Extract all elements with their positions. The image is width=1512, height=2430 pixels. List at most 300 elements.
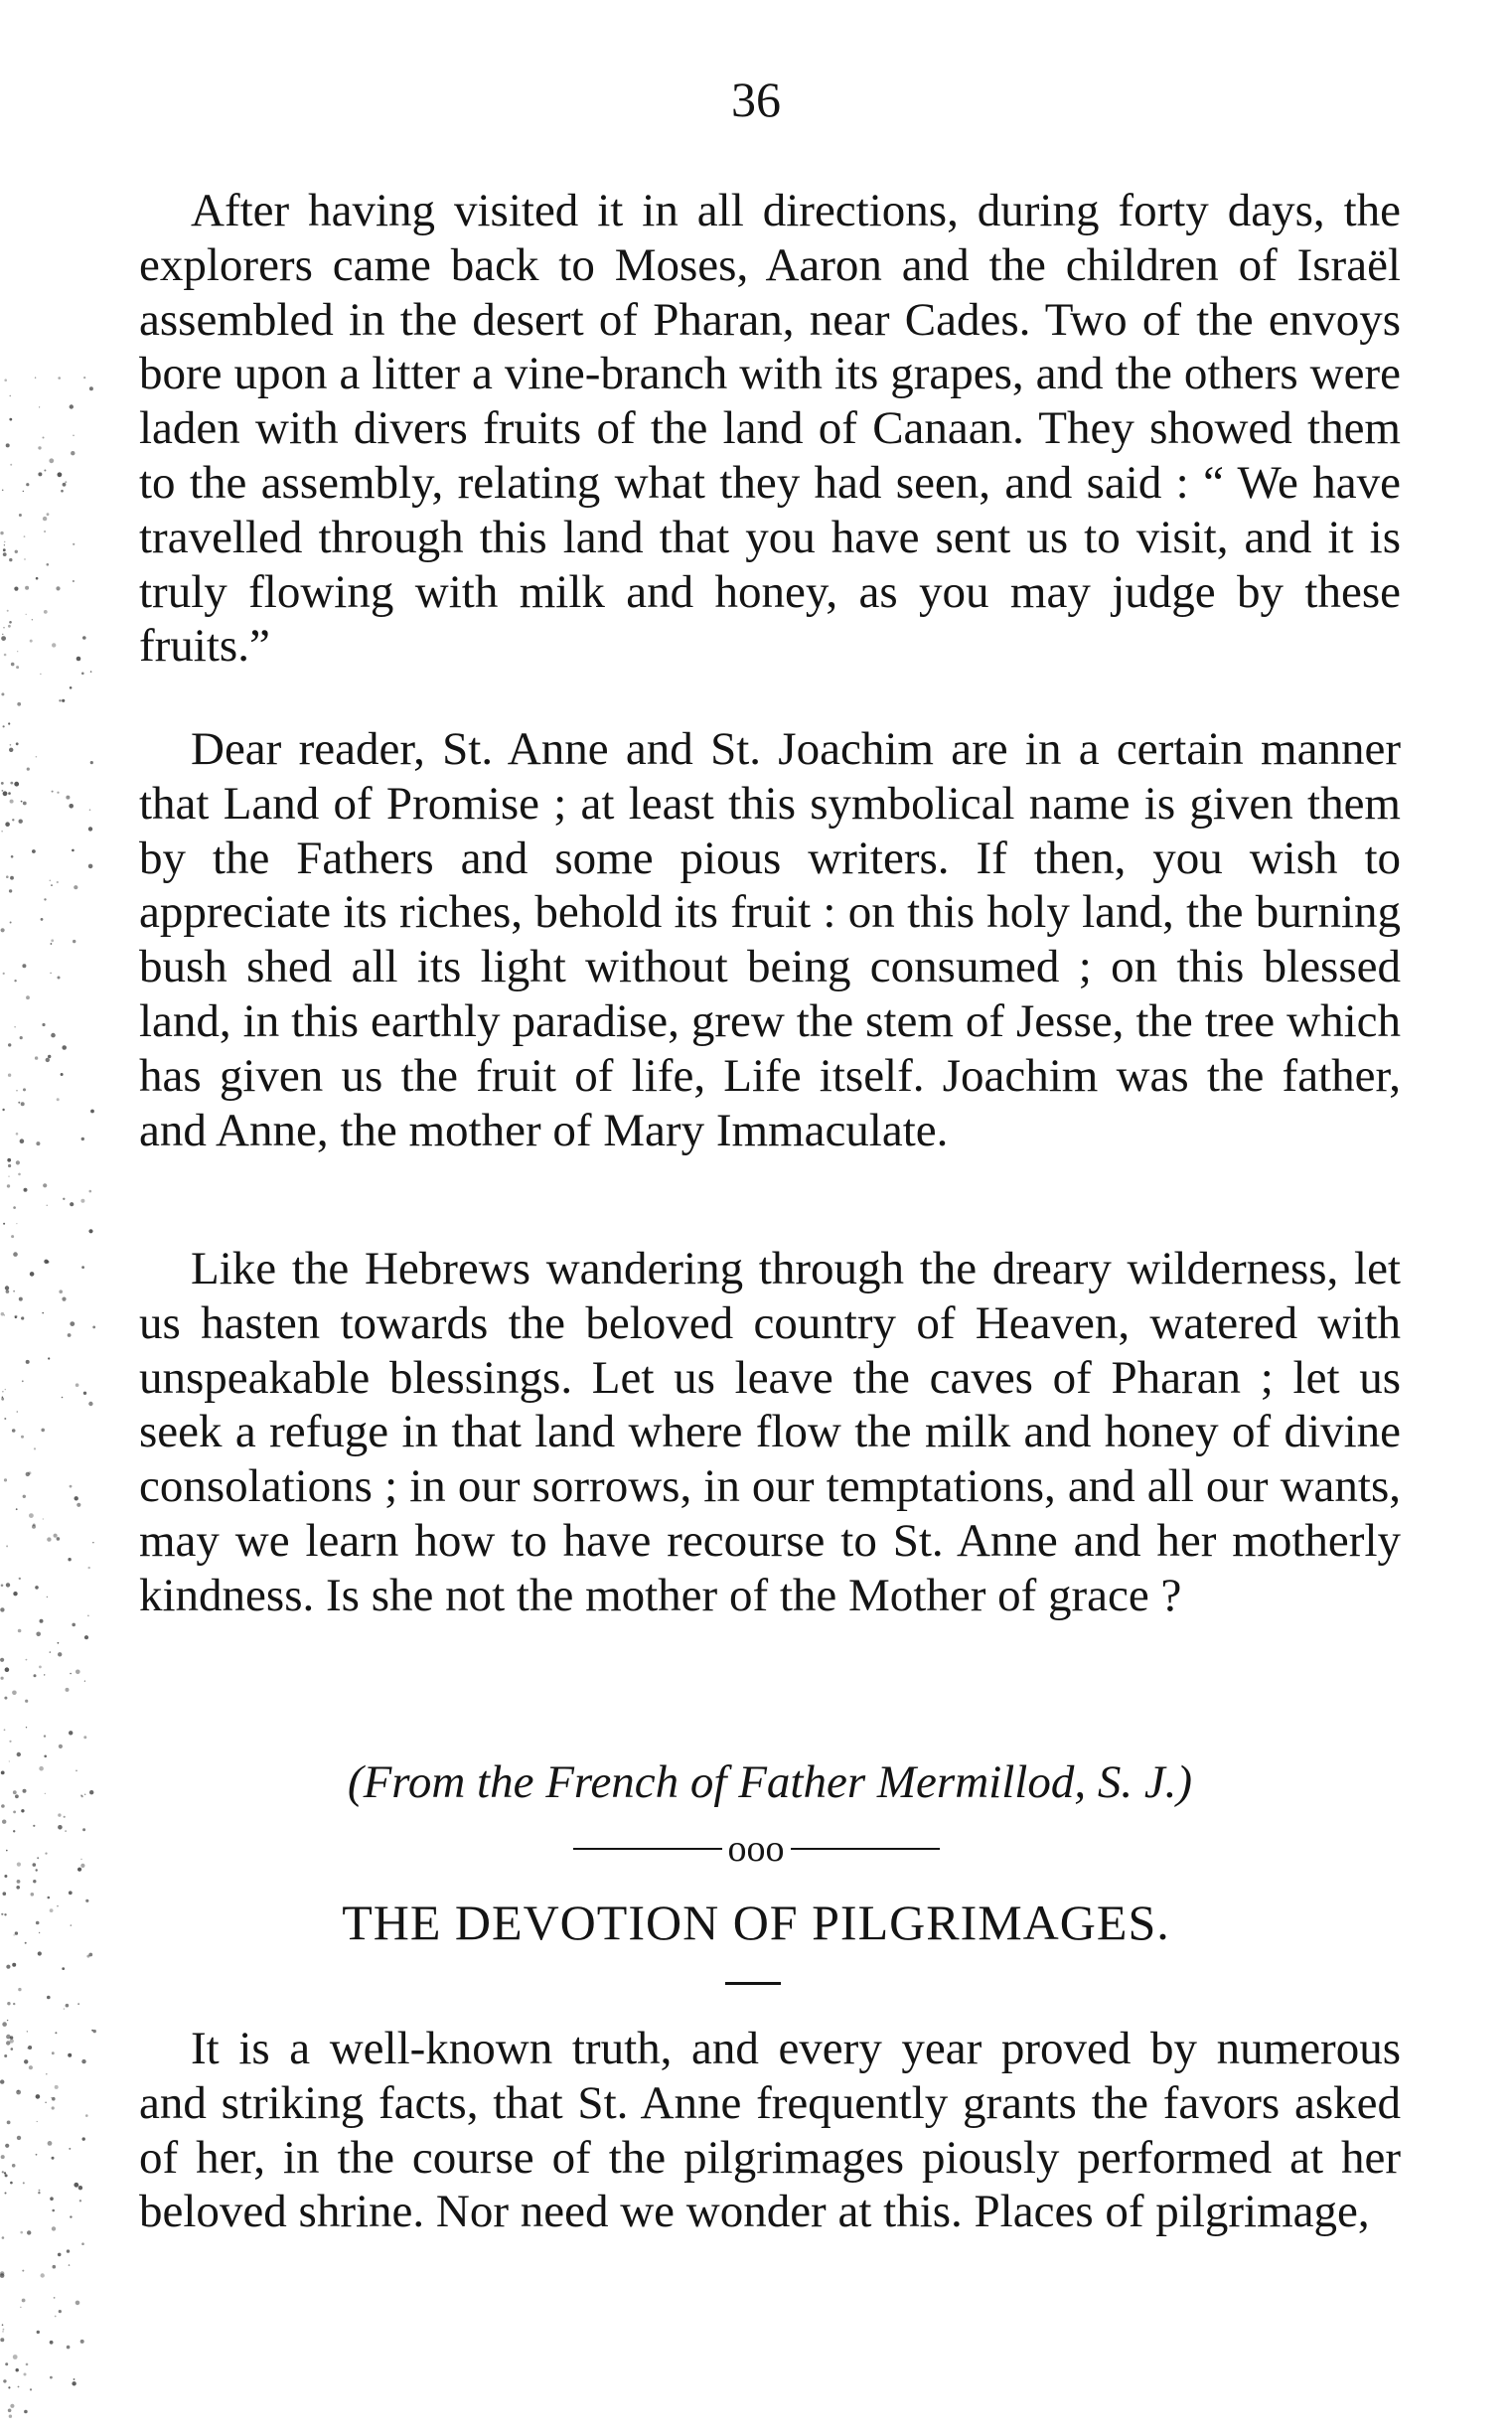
speckle bbox=[21, 801, 23, 803]
speckle bbox=[11, 2048, 14, 2050]
speckle bbox=[50, 2376, 53, 2379]
speckle bbox=[93, 2030, 96, 2033]
speckle bbox=[83, 1392, 86, 1395]
speckle bbox=[73, 543, 75, 545]
speckle bbox=[43, 1183, 47, 1187]
speckle bbox=[4, 2054, 7, 2057]
speckle bbox=[55, 2032, 57, 2034]
speckle bbox=[29, 1513, 34, 1518]
speckle bbox=[90, 1110, 94, 1114]
speckle bbox=[36, 2094, 41, 2099]
speckle bbox=[76, 657, 81, 662]
speckle bbox=[90, 671, 92, 673]
speckle bbox=[72, 1623, 76, 1627]
speckle bbox=[62, 1045, 67, 1050]
speckle bbox=[23, 491, 24, 492]
speckle bbox=[56, 586, 60, 590]
separator-ornament: ooo bbox=[727, 1828, 785, 1870]
speckle bbox=[9, 1760, 10, 1761]
speckle bbox=[15, 550, 18, 553]
speckle bbox=[41, 1429, 45, 1433]
speckle bbox=[10, 782, 13, 785]
speckle bbox=[76, 1770, 77, 1772]
speckle bbox=[30, 640, 33, 643]
speckle bbox=[27, 2230, 31, 2234]
speckle bbox=[44, 610, 48, 614]
speckle bbox=[29, 2065, 33, 2069]
speckle bbox=[52, 791, 54, 793]
speckle bbox=[0, 1607, 4, 1611]
heading-dash-rule bbox=[725, 1982, 781, 1985]
speckle bbox=[3, 791, 8, 796]
speckle bbox=[43, 1518, 44, 1519]
speckle bbox=[39, 1766, 44, 1771]
speckle bbox=[26, 483, 29, 486]
speckle bbox=[52, 2106, 55, 2109]
attribution: (From the French of Father Mermillod, S. J.) bbox=[347, 1756, 1193, 1808]
speckle bbox=[58, 1652, 62, 1656]
speckle bbox=[22, 2270, 24, 2272]
speckle bbox=[62, 1297, 66, 1301]
speckle bbox=[23, 1495, 26, 1498]
speckle bbox=[26, 1727, 27, 1728]
speckle bbox=[19, 514, 22, 517]
speckle bbox=[8, 1074, 11, 1077]
speckle bbox=[89, 809, 91, 811]
speckle bbox=[70, 404, 74, 408]
speckle bbox=[2, 2331, 3, 2332]
speckle bbox=[15, 1794, 19, 1798]
speckle bbox=[67, 2249, 70, 2252]
speckle bbox=[21, 1316, 24, 1319]
speckle bbox=[38, 446, 41, 449]
speckle bbox=[44, 1260, 48, 1264]
speckle bbox=[70, 686, 73, 689]
speckle bbox=[47, 1596, 48, 1597]
speckle bbox=[1, 636, 6, 641]
speckle bbox=[62, 1967, 65, 1970]
speckle bbox=[5, 822, 10, 827]
speckle bbox=[28, 1471, 31, 1474]
speckle bbox=[4, 1418, 6, 1420]
speckle bbox=[8, 792, 11, 795]
speckle bbox=[52, 2209, 55, 2212]
speckle bbox=[50, 973, 51, 974]
speckle bbox=[3, 552, 7, 556]
speckle bbox=[3, 2329, 5, 2331]
speckle bbox=[8, 1176, 9, 1177]
speckle bbox=[16, 666, 19, 669]
speckle bbox=[14, 980, 16, 982]
speckle bbox=[12, 1963, 16, 1967]
speckle bbox=[15, 1315, 18, 1318]
speckle bbox=[1, 831, 2, 832]
speckle bbox=[18, 1988, 21, 1991]
speckle bbox=[64, 2008, 65, 2009]
speckle bbox=[10, 800, 14, 804]
speckle bbox=[39, 1666, 42, 1669]
speckle bbox=[36, 577, 39, 580]
speckle bbox=[58, 377, 61, 380]
speckle bbox=[12, 819, 14, 821]
paragraph-text: Like the Hebrews wandering through the dreary wilderness, let us hasten towards the beloved country of Heaven, watered with unspeakable blessings. Let us leave the caves of Pharan ; let us seek a refuge in that land where flow the milk and honey of divine consolations ; in our sorrows, in our temptations, and all our wants, may we learn how to have recourse to St. Anne and her motherly kindness. Is she not the mother of the Mother of grace ? bbox=[139, 1243, 1401, 1621]
speckle bbox=[47, 513, 50, 516]
paragraph-text: After having visited it in all directions, during forty days, the explorers came back to Moses, Aaron and the children of Israël assembled in the desert of Pharan, near Cades. Two of the envoys bore upon a litter a vine-branch with its grapes, and the others were laden with divers fruits of the land of Canaan. They showed them to the assembly, relating what they had seen, and said : “ We have travelled through this land that you have sent us to visit, and it is truly flowing with milk and honey, as you may judge by these fruits.” bbox=[139, 185, 1401, 673]
speckle bbox=[16, 1090, 17, 1091]
speckle bbox=[39, 406, 40, 407]
speckle bbox=[16, 1133, 19, 1136]
speckle bbox=[25, 1700, 28, 1703]
speckle bbox=[4, 544, 5, 545]
speckle bbox=[16, 1160, 20, 1164]
speckle bbox=[8, 1043, 11, 1046]
speckle bbox=[76, 1670, 80, 1675]
speckle bbox=[2, 2236, 5, 2239]
speckle bbox=[37, 2121, 38, 2122]
speckle bbox=[47, 1996, 51, 2000]
speckle bbox=[17, 702, 21, 706]
speckle bbox=[81, 2242, 84, 2245]
speckle bbox=[61, 490, 64, 493]
speckle bbox=[1, 1804, 5, 1808]
paragraph-1 bbox=[139, 184, 1401, 674]
speckle bbox=[19, 1578, 21, 1580]
speckle bbox=[12, 2164, 16, 2168]
speckle bbox=[57, 1537, 61, 1541]
speckle bbox=[1, 2155, 5, 2159]
speckle bbox=[84, 1681, 85, 1682]
speckle bbox=[4, 1729, 6, 1731]
speckle bbox=[70, 1321, 75, 1326]
speckle bbox=[46, 1058, 50, 1062]
speckle bbox=[88, 1229, 92, 1233]
speckle bbox=[22, 2299, 26, 2303]
speckle bbox=[55, 2085, 59, 2089]
speckle bbox=[32, 619, 33, 620]
speckle bbox=[70, 2215, 72, 2217]
speckle bbox=[59, 1290, 63, 1293]
speckle bbox=[17, 1880, 21, 1884]
speckle bbox=[82, 636, 86, 640]
speckle bbox=[43, 437, 45, 439]
speckle bbox=[84, 1794, 85, 1795]
speckle bbox=[52, 2051, 55, 2054]
speckle bbox=[89, 1190, 92, 1193]
speckle bbox=[3, 2379, 6, 2382]
speckle bbox=[33, 1880, 36, 1883]
speckle bbox=[18, 1173, 21, 1176]
speckle bbox=[26, 614, 27, 615]
section-paragraph bbox=[139, 2022, 1401, 2239]
speckle bbox=[45, 2102, 47, 2104]
speckle bbox=[20, 1139, 25, 1143]
speckle bbox=[88, 827, 92, 831]
speckle bbox=[6, 443, 10, 447]
speckle bbox=[18, 1629, 22, 1633]
speckle bbox=[27, 2048, 29, 2050]
speckle bbox=[2, 1109, 4, 1111]
speckle bbox=[43, 517, 47, 521]
speckle bbox=[88, 864, 93, 869]
speckle bbox=[42, 1312, 44, 1314]
speckle bbox=[38, 472, 42, 476]
speckle bbox=[90, 761, 93, 764]
speckle bbox=[40, 1619, 44, 1623]
speckle bbox=[16, 2368, 19, 2371]
speckle bbox=[11, 1235, 14, 1238]
speckle bbox=[50, 2341, 54, 2345]
speckle bbox=[16, 1508, 18, 1510]
speckle bbox=[79, 2200, 81, 2202]
speckle bbox=[66, 2004, 70, 2008]
speckle bbox=[20, 1036, 23, 1039]
speckle bbox=[52, 643, 56, 647]
speckle bbox=[8, 2409, 12, 2413]
speckle bbox=[59, 2310, 62, 2313]
speckle bbox=[7, 1184, 10, 1187]
speckle bbox=[92, 1542, 93, 1543]
speckle bbox=[52, 2226, 56, 2230]
speckle bbox=[57, 1098, 60, 1101]
speckle bbox=[0, 2338, 4, 2342]
speckle bbox=[18, 1102, 20, 1104]
speckle bbox=[62, 699, 65, 702]
speckle bbox=[14, 1026, 15, 1027]
speckle bbox=[85, 2114, 88, 2117]
speckle bbox=[10, 2404, 14, 2408]
speckle bbox=[26, 2363, 29, 2366]
speckle bbox=[6, 1290, 10, 1293]
speckle bbox=[6, 875, 9, 878]
speckle bbox=[58, 472, 63, 477]
speckle bbox=[13, 1592, 17, 1595]
speckle bbox=[8, 1164, 11, 1167]
speckle bbox=[7, 610, 9, 612]
speckle bbox=[10, 395, 11, 396]
speckle bbox=[50, 2197, 54, 2201]
speckle bbox=[1, 782, 4, 785]
speckle bbox=[41, 2273, 45, 2277]
speckle bbox=[69, 1731, 73, 1735]
speckle bbox=[1, 692, 4, 695]
paragraph-3 bbox=[139, 1242, 1401, 1623]
speckle bbox=[4, 1697, 7, 1700]
speckle bbox=[74, 2378, 76, 2380]
speckle bbox=[3, 627, 4, 628]
speckle bbox=[66, 1688, 70, 1692]
speckle bbox=[74, 885, 77, 889]
speckle bbox=[3, 973, 5, 975]
speckle bbox=[83, 377, 85, 379]
speckle bbox=[24, 2410, 28, 2414]
speckle bbox=[50, 1651, 51, 1652]
speckle bbox=[52, 2157, 55, 2160]
speckle bbox=[13, 2003, 15, 2005]
speckle bbox=[7, 1158, 11, 1162]
speckle bbox=[32, 1525, 36, 1529]
speckle bbox=[6, 1545, 8, 1547]
speckle bbox=[34, 1447, 36, 1449]
speckle bbox=[35, 1056, 38, 1059]
speckle bbox=[89, 386, 93, 390]
speckle bbox=[83, 1736, 86, 1739]
page-number: 36 bbox=[731, 72, 781, 127]
speckle bbox=[23, 1789, 27, 1793]
speckle bbox=[58, 1813, 61, 1816]
speckle bbox=[0, 1658, 4, 1662]
speckle bbox=[3, 725, 5, 727]
speckle bbox=[20, 2307, 21, 2308]
speckle bbox=[17, 2136, 21, 2140]
speckle bbox=[5, 1286, 9, 1290]
speckle bbox=[8, 722, 10, 724]
speckle bbox=[24, 2373, 27, 2376]
speckle bbox=[16, 2090, 21, 2095]
speckle bbox=[44, 470, 46, 472]
speckle bbox=[39, 2190, 41, 2192]
speckle bbox=[81, 2059, 85, 2063]
speckle bbox=[17, 651, 18, 652]
speckle bbox=[63, 483, 67, 487]
speckle bbox=[89, 1790, 93, 1794]
speckle bbox=[2, 2022, 7, 2027]
speckle bbox=[24, 1188, 28, 1192]
speckle bbox=[69, 2264, 71, 2266]
speckle bbox=[6, 1965, 10, 1969]
speckle bbox=[17, 1411, 19, 1413]
speckle bbox=[4, 1314, 5, 1315]
speckle bbox=[4, 2172, 6, 2174]
speckle bbox=[13, 2354, 18, 2359]
speckle bbox=[20, 2231, 23, 2234]
speckle bbox=[70, 1485, 73, 1488]
speckle bbox=[44, 1755, 47, 1758]
speckle bbox=[26, 1360, 30, 1364]
speckle bbox=[76, 1383, 79, 1387]
speckle bbox=[9, 558, 12, 561]
section-separator bbox=[0, 1824, 1512, 1874]
speckle bbox=[4, 541, 6, 543]
speckle bbox=[32, 849, 36, 853]
speckle bbox=[5, 2174, 8, 2177]
speckle bbox=[10, 876, 14, 880]
speckle bbox=[54, 1534, 58, 1538]
speckle bbox=[2, 1391, 3, 1392]
speckle bbox=[16, 1886, 20, 1890]
speckle bbox=[2, 634, 3, 635]
speckle bbox=[26, 995, 30, 999]
speckle bbox=[13, 1206, 16, 1209]
paragraph-text: Dear reader, St. Anne and St. Joachim are in a certain manner that Land of Promise ; at least this symbolical name is given them by the Fathers and some pious writers. If then, you wish to appreciate its riches, behold its fruit : on this holy land, the burning bush shed all its light without being consumed ; on this blessed land, in this earthly paradise, grew the stem of Jesse, the tree which has given us the fruit of life, Life itself. Joachim was the father, and Anne, the mother of Mary Immaculate. bbox=[139, 723, 1401, 1156]
speckle bbox=[71, 451, 75, 455]
speckle bbox=[0, 1677, 3, 1680]
speckle bbox=[73, 435, 75, 437]
speckle bbox=[68, 1558, 71, 1561]
speckle bbox=[70, 1202, 74, 1206]
speckle bbox=[58, 977, 61, 980]
speckle bbox=[76, 1503, 80, 1507]
speckle bbox=[5, 1389, 6, 1390]
speckle bbox=[5, 2144, 9, 2148]
speckle bbox=[6, 1583, 10, 1587]
speckle bbox=[54, 2297, 56, 2299]
speckle bbox=[88, 1567, 90, 1569]
speckle bbox=[67, 2346, 71, 2350]
speckle bbox=[45, 1793, 46, 1794]
speckle bbox=[8, 2386, 10, 2388]
speckle bbox=[37, 2331, 40, 2334]
speckle bbox=[21, 1809, 24, 1812]
speckle bbox=[1, 1585, 4, 1588]
speckle bbox=[3, 1223, 5, 1225]
speckle bbox=[1, 928, 5, 932]
speckle bbox=[0, 2271, 4, 2275]
speckle bbox=[57, 792, 59, 794]
speckle bbox=[30, 1272, 35, 1277]
speckle bbox=[46, 2073, 48, 2075]
speckle bbox=[59, 699, 61, 701]
speckle bbox=[92, 1326, 95, 1329]
speckle bbox=[36, 2154, 38, 2156]
speckle bbox=[38, 2192, 40, 2194]
speckle bbox=[4, 654, 7, 657]
speckle bbox=[27, 2031, 28, 2032]
speckle bbox=[2, 2324, 4, 2326]
speckle bbox=[10, 464, 12, 466]
speckle bbox=[88, 1953, 92, 1957]
speckle bbox=[81, 1266, 84, 1269]
speckle bbox=[72, 849, 75, 852]
speckle bbox=[24, 558, 25, 559]
speckle bbox=[1, 1398, 4, 1401]
speckle bbox=[5, 2193, 7, 2195]
speckle bbox=[4, 379, 7, 381]
speckle bbox=[22, 1380, 24, 1382]
speckle bbox=[24, 535, 26, 537]
speckle bbox=[23, 2182, 25, 2184]
speckle bbox=[13, 1811, 16, 1814]
speckle bbox=[47, 1205, 48, 1206]
speckle bbox=[58, 1642, 60, 1644]
speckle bbox=[25, 586, 29, 590]
speckle bbox=[9, 748, 13, 752]
speckle bbox=[10, 744, 12, 746]
speckle bbox=[9, 418, 12, 421]
speckle bbox=[42, 1023, 45, 1026]
speckle bbox=[84, 1635, 88, 1639]
speckle bbox=[88, 1402, 92, 1406]
speckle bbox=[36, 756, 38, 758]
speckle bbox=[36, 1632, 41, 1637]
speckle bbox=[36, 1141, 40, 1145]
speckle bbox=[50, 880, 52, 882]
speckle bbox=[75, 1496, 78, 1500]
speckle bbox=[14, 782, 19, 787]
speckle bbox=[80, 2340, 84, 2344]
speckle bbox=[44, 1735, 46, 1737]
speckle bbox=[66, 796, 70, 800]
speckle bbox=[49, 458, 54, 463]
speckle bbox=[62, 1397, 64, 1399]
speckle bbox=[68, 2053, 72, 2057]
speckle bbox=[2, 490, 4, 492]
speckle bbox=[81, 1138, 84, 1140]
speckle bbox=[26, 1659, 28, 1661]
speckle bbox=[18, 2386, 20, 2388]
speckle bbox=[57, 881, 59, 883]
paragraph-2 bbox=[139, 722, 1401, 1157]
speckle bbox=[13, 1252, 18, 1257]
